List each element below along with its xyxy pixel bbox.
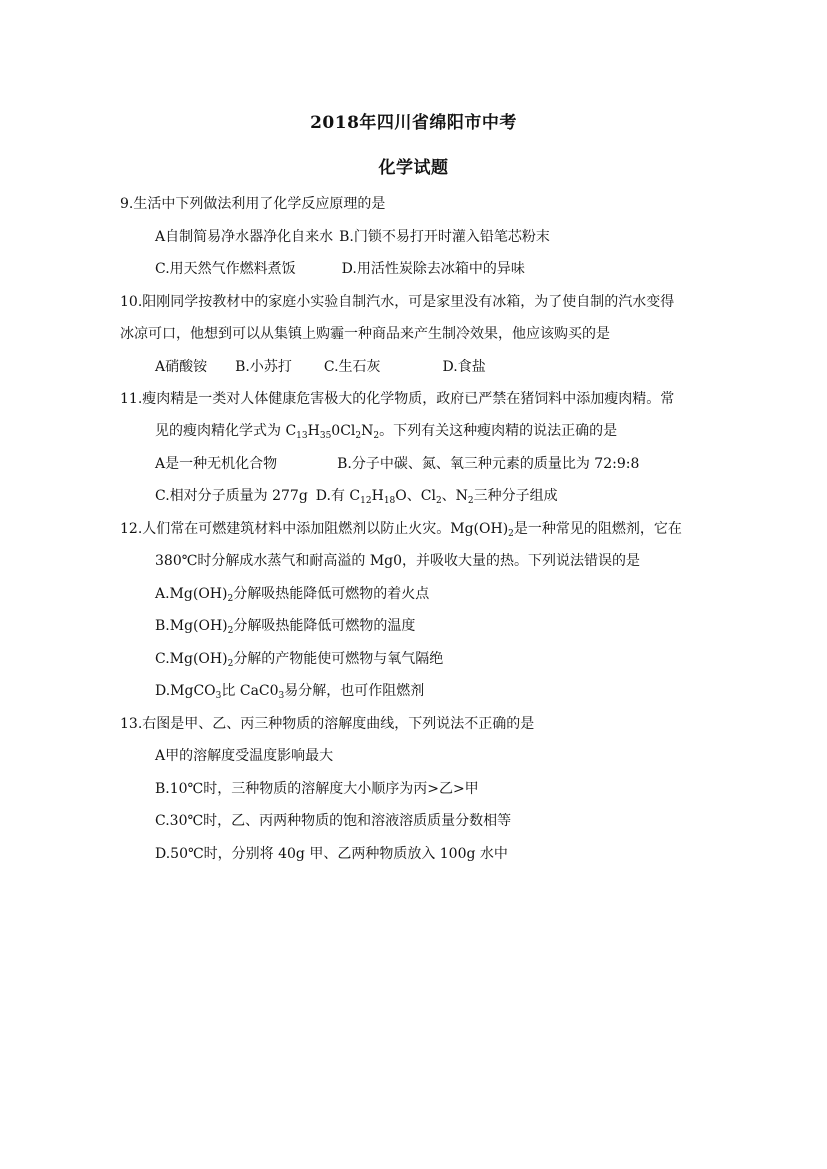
q10-option-a: A硝酸铵 (155, 359, 208, 375)
q13-option-d: D.50℃时，分别将 40g 甲、乙两种物质放入 100g 水中 (155, 846, 508, 862)
exam-title: 2018年四川省绵阳市中考 (310, 113, 517, 133)
q11-option-b: B.分子中碳、氮、氧三种元素的质量比为 72:9:8 (337, 456, 640, 472)
q9-option-a: A自制简易净水器净化自来水 (155, 229, 334, 245)
q12-option-c: $C.Mg(OH)_2$分解的产物能使可燃物与氧气隔绝 (155, 651, 444, 669)
q13-stem: 13.右图是甲、乙、丙三种物质的溶解度曲线，下列说法不正确的是 (120, 716, 535, 732)
q13-option-a: A甲的溶解度受温度影响最大 (155, 748, 334, 764)
q12-option-a: $A.Mg(OH)_2$分解吸热能降低可燃物的着火点 (155, 586, 430, 604)
q11-stem-line2: 见的瘦肉精化学式为 $C_{13}H_{35}0Cl_2N_2$。下列有关这种瘦肉精的说法正确的是 (155, 423, 618, 441)
q9-options-cd (155, 259, 525, 279)
q9-option-d: D.用活性炭除去冰箱中的异味 (341, 261, 525, 277)
q12-option-d: D.MgCO$_3$比 $CaC0_3$易分解，也可作阻燃剂 (155, 683, 425, 701)
q11-option-c: C.相对分子质量为 277g (155, 488, 308, 504)
q11-options-cd (155, 486, 558, 506)
q10-option-d: D.食盐 (442, 359, 486, 375)
q10-stem-line2: 冰凉可口，他想到可以从集镇上购霾一种商品来产生制冷效果，他应该购买的是 (120, 326, 610, 342)
q9-options-ab (155, 227, 550, 247)
q11-options-ab (155, 454, 639, 474)
q9-stem: 9.生活中下列做法利用了化学反应原理的是 (120, 196, 386, 212)
q10-stem-line1: 10.阳刚同学按教材中的家庭小实验自制汽水，可是家里没有冰箱，为了使自制的汽水变得 (120, 294, 675, 310)
q12-stem-line1: 12.人们常在可燃建筑材料中添加阻燃剂以防止火灾。$Mg(OH)_2$是一种常见的阻燃剂，它在 (120, 521, 682, 539)
q13-option-c: C.30℃时，乙、丙两种物质的饱和溶液溶质质量分数相等 (155, 813, 512, 829)
q10-options (155, 357, 486, 377)
q11-option-a: A是一种无机化合物 (155, 456, 278, 472)
q9-option-c: C.用天然气作燃料煮饭 (155, 261, 296, 277)
q10-option-c: C.生石灰 (323, 359, 381, 375)
q11-option-d: D.有 $C_{12}H_{18}O$、$Cl_2$、$N_2$三种分子组成 (315, 488, 558, 506)
q13-option-b: B.10℃时，三种物质的溶解度大小顺序为丙>乙>甲 (155, 781, 479, 797)
q12-stem-line2: 380℃时分解成水蒸气和耐高溢的 Mg0，并吸收大量的热。下列说法错误的是 (155, 553, 641, 569)
q12-option-b: $B.Mg(OH)_2$分解吸热能降低可燃物的温度 (155, 618, 416, 636)
q10-option-b: B.小苏打 (235, 359, 292, 375)
exam-subtitle: 化学试题 (378, 158, 449, 178)
q11-stem-line1: 11.瘦肉精是一类对人体健康危害极大的化学物质，政府已严禁在猪饲料中添加瘦肉精。常 (120, 391, 675, 407)
q9-option-b: B.门锁不易打开时灌入铅笔芯粉末 (339, 229, 550, 245)
